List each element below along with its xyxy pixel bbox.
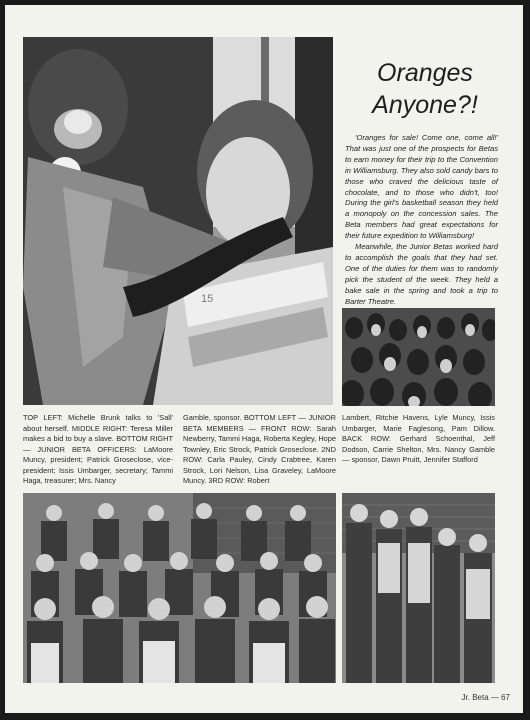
caption-column-2: Gamble, sponsor. BOTTOM LEFT — JUNIOR BETA MEMBERS — FRONT ROW: Sarah Newberry, Tammi Haga, Roberta Kegley, Hope Townley, Eric Strock, Patrick Groseclose. 2ND ROW: Carla Pauley, Cindy Crabtree, Karen Strock, Lori Nelson, Lisa Graveley, LaMoore Muncy. 3RD ROW: Robert <box>183 413 336 485</box>
article-title <box>345 57 505 121</box>
article-body <box>345 133 498 308</box>
photo-junior-beta-members <box>23 493 336 683</box>
caption-column-3: Lambert, Ritchie Havens, Lyle Muncy, Issis Umbarger, Marie Faglesong, Pam Dillow. BACK ROW: Gerhard Schoenthal, Jeff Dodson, Carrie Shelton, Mrs. Nancy Gamble — sponsor, Dawn Pruitt, Jennifer Stafford <box>342 413 495 464</box>
caption-column-1: TOP LEFT: Michelle Brunk talks to 'Sall' about herself. MIDDLE RIGHT: Teresa Miller makes a bid to buy a slave. BOTTOM RIGHT — JUNIOR BETA OFFICERS: LaMoore Muncy, president; Patrick Groseclose, vice-president; Issis Umbarger, secretary; Tammi Haga, treasurer; Mrs. Nancy <box>23 413 173 485</box>
jacket-number: 15 <box>201 293 214 305</box>
photo-girl-with-puppet <box>23 37 333 405</box>
page-folio: Jr. Beta — 67 <box>461 693 510 702</box>
title-line-1: Oranges <box>377 59 473 87</box>
photo-audience <box>342 308 495 406</box>
photo-junior-beta-officers <box>342 493 495 683</box>
yearbook-page <box>5 5 523 713</box>
title-line-2: Anyone?! <box>372 91 478 119</box>
article-paragraph-2: Meanwhile, the Junior Betas worked hard to accomplish the goals that they had set. One of the duties for them was to randomly pick the student of the week. They held a bake sale in the spring and took a trip to Barter Theatre. <box>345 242 498 306</box>
article-paragraph-1: 'Oranges for sale! Come one, come all!' That was just one of the prospects for Betas to earn money for their trip to the Convention in Williamsburg. They also sold candy bars to those who craved the delicious taste of chocolate, and to those who didn't, too! During the girl's basketball season they held a monopoly on the concession sales. The Beta members had great expectations for their future expedition to Williamsburg! <box>345 133 498 241</box>
